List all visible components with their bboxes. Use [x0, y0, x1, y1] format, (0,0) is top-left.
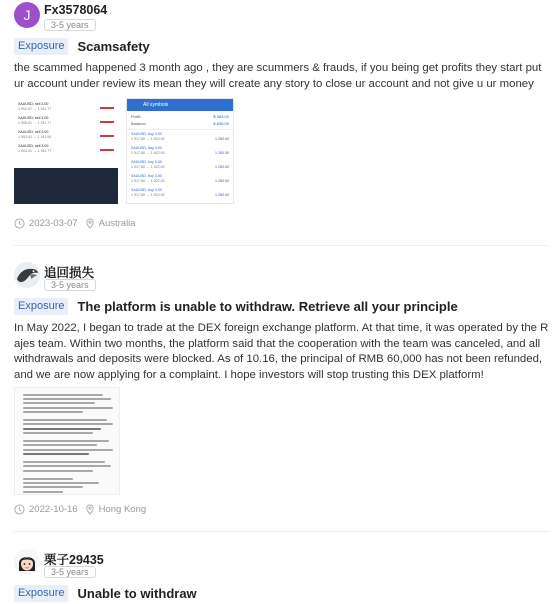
avatar[interactable] — [14, 549, 40, 575]
trade-row — [18, 102, 114, 114]
buy-profit: 1 260.00 — [215, 151, 229, 155]
post-title-row — [14, 585, 550, 602]
post-title[interactable]: Unable to withdraw — [77, 586, 197, 601]
post-body: In May 2022, I began to trade at the DEX foreign exchange platform. At that time, it was operated by the Rajes team. Within two months, the platform said that the cooperation with the team was canceled, and all withdrawals and deposits were blocked. As of 10.16, the principal of RMB 60,000 has not been refunded, and we are now applying for a complaint. I hope investors will stop trusting this DEX platform! — [14, 322, 549, 381]
trade-row — [18, 116, 114, 128]
post-card — [14, 2, 550, 42]
document-text-line — [23, 478, 73, 480]
divider — [14, 531, 550, 532]
buy-profit: 1 260.00 — [215, 179, 229, 183]
post-body-wrap — [14, 51, 550, 92]
years-badge: 3-5 years — [44, 279, 96, 291]
post-location: Hong Kong — [98, 504, 147, 515]
document-text-line — [23, 482, 99, 484]
eagle-avatar-icon — [14, 262, 40, 288]
trade-prices: 1 905.01 → 1 911.77 — [18, 121, 52, 125]
buy-prices: 1 917.80 → 1 922.00 — [131, 165, 165, 169]
document-text-line — [23, 465, 111, 467]
document-text-line — [23, 432, 93, 434]
post-header — [14, 2, 550, 42]
document-text-line — [23, 394, 103, 396]
post-date: 2022-10-16 — [29, 504, 78, 515]
attached-screenshot-1[interactable] — [14, 98, 118, 204]
document-text-line — [23, 398, 111, 400]
profit-label: Profit: — [131, 114, 142, 119]
years-badge: 3-5 years — [44, 19, 96, 31]
post-title[interactable]: The platform is unable to withdraw. Retrieve all your principle — [77, 299, 458, 314]
buy-row — [131, 132, 229, 144]
username[interactable]: 追回损失 — [44, 266, 95, 280]
trade-profit-bar — [100, 135, 114, 137]
document-text-line — [23, 419, 107, 421]
buy-symbol: XAUUSD, buy 3.00 — [131, 132, 162, 136]
exposure-tag: Exposure — [14, 38, 68, 55]
document-text-line — [23, 444, 97, 446]
attached-screenshot-3[interactable] — [14, 387, 120, 495]
post-header — [14, 549, 550, 589]
post-date: 2023-03-07 — [29, 218, 78, 229]
balance-value: $ 836.00 — [213, 121, 229, 126]
trade-prices: 1 902.97 → 1 911.77 — [18, 107, 52, 111]
location-pin-icon — [85, 504, 95, 515]
screenshot-header-label: All symbols — [143, 102, 169, 108]
trade-profit-bar — [100, 121, 114, 123]
document-text-line — [23, 428, 101, 430]
trade-symbol: XAUUSD, sell 3.00 — [18, 102, 49, 106]
buy-prices: 1 917.80 → 1 922.00 — [131, 179, 165, 183]
attached-screenshot-2[interactable] — [126, 98, 234, 204]
cartoon-girl-avatar-icon — [14, 549, 40, 575]
post-location: Australia — [98, 218, 136, 229]
location-pin-icon — [85, 218, 95, 229]
exposure-tag: Exposure — [14, 298, 68, 315]
avatar[interactable]: J — [14, 2, 40, 28]
document-text-line — [23, 470, 93, 472]
exposure-tag: Exposure — [14, 585, 68, 602]
buy-row — [131, 160, 229, 172]
balance-label: Balance: — [131, 121, 147, 126]
calendar-icon — [14, 218, 25, 229]
document-text-line — [23, 453, 89, 455]
username[interactable]: 栗子29435 — [44, 553, 104, 567]
document-text-line — [23, 423, 113, 425]
document-text-line — [23, 461, 105, 463]
trade-symbol: XAUUSD, sell 3.00 — [18, 116, 49, 120]
buy-row — [131, 188, 229, 200]
trade-symbol: XAUUSD, sell 3.00 — [18, 144, 49, 148]
document-text-line — [23, 486, 83, 488]
post-body-wrap — [14, 311, 550, 383]
buy-row — [131, 146, 229, 158]
profit-value: $ 383.00 — [213, 114, 229, 119]
buy-prices: 1 917.80 → 1 922.00 — [131, 193, 165, 197]
calendar-icon — [14, 504, 25, 515]
post-header — [14, 262, 550, 302]
post-title[interactable]: Scamsafety — [77, 39, 150, 54]
post-card — [14, 262, 550, 302]
buy-symbol: XAUUSD, buy 3.00 — [131, 188, 162, 192]
document-text-line — [23, 440, 109, 442]
post-meta — [14, 504, 550, 515]
buy-prices: 1 917.80 → 1 922.00 — [131, 151, 165, 155]
trade-profit-bar — [100, 107, 114, 109]
username[interactable]: Fx3578064 — [44, 3, 108, 17]
post-meta — [14, 218, 550, 229]
buy-profit: 1 260.00 — [215, 165, 229, 169]
document-text-line — [23, 491, 63, 493]
buy-symbol: XAUUSD, buy 3.00 — [131, 174, 162, 178]
trade-profit-bar — [100, 149, 114, 151]
document-text-line — [23, 449, 113, 451]
buy-symbol: XAUUSD, buy 3.00 — [131, 160, 162, 164]
document-text-line — [23, 411, 83, 413]
trade-symbol: XAUUSD, sell 3.00 — [18, 130, 49, 134]
buy-profit: 1 260.00 — [215, 193, 229, 197]
trade-row — [18, 130, 114, 142]
buy-symbol: XAUUSD, buy 3.00 — [131, 146, 162, 150]
document-text-line — [23, 402, 95, 404]
trade-prices: 1 903.41 → 1 911.94 — [18, 135, 52, 139]
trade-prices: 1 903.41 → 1 911.77 — [18, 149, 52, 153]
buy-profit: 1 260.00 — [215, 137, 229, 141]
document-text-line — [23, 407, 113, 409]
divider — [14, 245, 550, 246]
post-body: the scammed happened 3 month ago , they are scummers & frauds, if you being get profits they start put ur account under review its mean they will create any story to close ur account and not give u ur money — [14, 62, 542, 90]
buy-prices: 1 917.80 → 1 922.00 — [131, 137, 165, 141]
trade-row — [18, 144, 114, 156]
avatar[interactable] — [14, 262, 40, 288]
buy-row — [131, 174, 229, 186]
years-badge: 3-5 years — [44, 566, 96, 578]
post-card — [14, 549, 550, 589]
